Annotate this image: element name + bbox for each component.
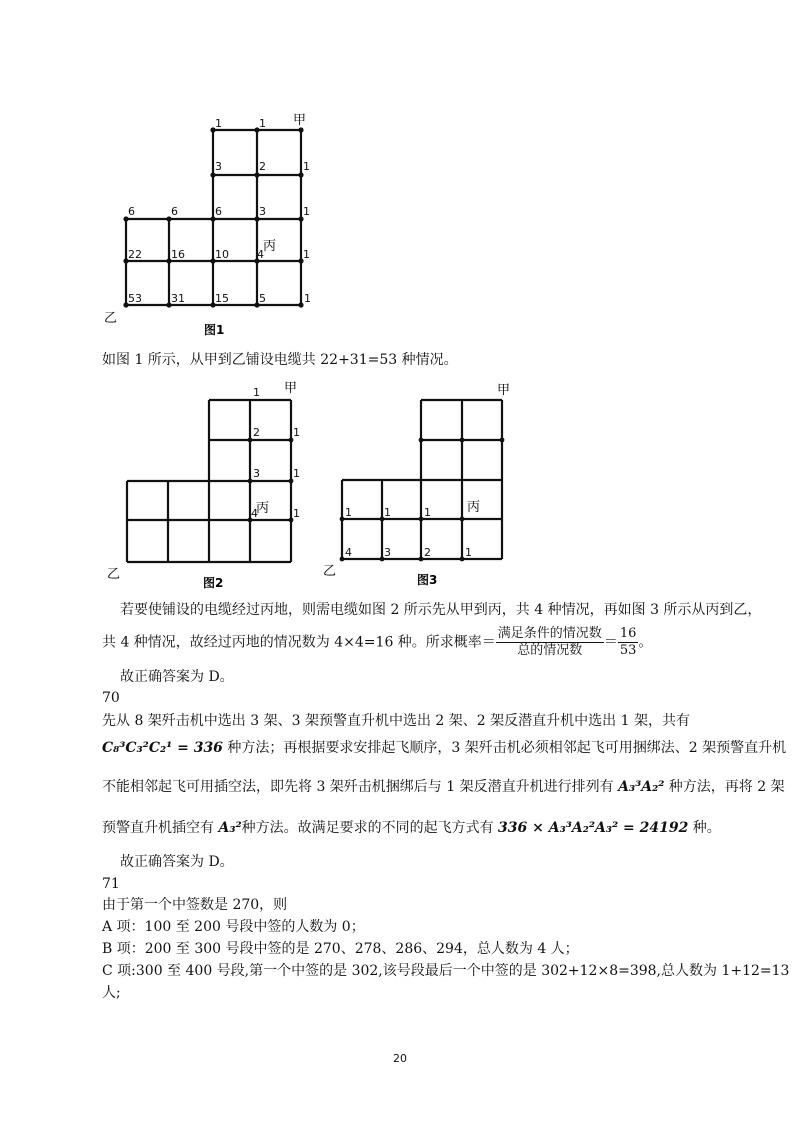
fig2-caption: 图2 [203,576,224,590]
fig3-caption: 图3 [417,573,438,587]
fig2-label: 1 [253,386,260,399]
fig3-label: 1 [465,546,472,559]
q70-line1: 先从 8 架歼击机中选出 3 架、3 架预警直升机中选出 2 架、2 架反潜直升机中选出 1 架，共有 [102,713,690,729]
fig1-label: 1 [304,292,311,305]
fig1-label: 1 [303,205,310,218]
fig1-mid-label: 丙 [263,239,277,254]
q70-text: 种方法，再将 2 架 [664,779,785,795]
equals-sign: ＝ [603,634,618,651]
q70-line4 [102,818,721,838]
question-number-70: 70 [102,690,120,706]
q70-text: 不能相邻起飞可用插空法，即先将 3 架歼击机捆绑后与 1 架反潜直升机进行排列有 [102,779,619,795]
q70-line2 [102,738,786,758]
answer-line-1: 故正确答案为 D。 [120,669,234,685]
q70-formula-total: 336 × A₃³A₂²A₃² = 24192 [498,820,689,836]
fig1-label: 6 [171,205,178,218]
fig3-start-label: 甲 [497,383,511,398]
frac-denominator: 总的情况数 [517,643,583,658]
fig1-end-label: 乙 [104,311,118,326]
fig2-label: 4 [251,507,258,520]
fraction-conditions [496,626,604,659]
q70-text: 预警直升机插空有 [102,820,219,836]
fig2-label: 1 [293,426,300,439]
fig1-label: 2 [259,160,266,173]
fig1-label: 53 [128,292,142,305]
fig1-label: 1 [215,117,222,130]
q70-formula-combinations: C₈³C₃²C₂¹ = 336 [102,740,223,756]
q71-line1: 由于第一个中签数是 270，则 [102,897,288,913]
paragraph-fig1: 如图 1 所示，从甲到乙铺设电缆共 22+31=53 种情况。 [102,352,458,368]
page-number: 20 [393,1052,407,1065]
fig2-label: 3 [253,467,260,480]
fig2-end-label: 乙 [107,567,121,582]
q71-option-b: B 项：200 至 300 号段中签的是 270、278、286、294，总人数为 4 人； [102,941,579,957]
q70-line3 [102,777,785,797]
answer-line-2: 故正确答案为 D。 [120,854,234,870]
fig1-label: 1 [259,117,266,130]
frac-denominator: 53 [619,643,637,658]
fig1-label: 6 [128,205,135,218]
fig3-mid-label: 丙 [467,500,481,515]
fig1-label: 31 [171,292,185,305]
fig1-label: 4 [257,248,264,261]
fig1-start-label: 甲 [293,113,307,128]
q70-text: 种方法。故满足要求的不同的起飞方式有 [241,820,499,836]
fig1-label: 3 [215,160,222,173]
q71-option-a: A 项：100 至 200 号段中签的人数为 0； [102,919,365,935]
q71-option-c-cont: 人; [102,985,121,1001]
q71-option-c: C 项:300 至 400 号段,第一个中签的是 302,该号段最后一个中签的是 302+12×8=398,总人数为 1+12=13 [102,963,790,979]
p2-text: 共 4 种情况，故经过丙地的情况数为 4×4=16 种。所求概率＝ [102,634,496,651]
fig2-label: 1 [293,467,300,480]
fig3-label: 4 [345,546,352,559]
fig1-label: 5 [259,292,266,305]
fig3-label: 1 [424,506,431,519]
fig1-label: 10 [215,248,229,261]
period: 。 [638,634,653,651]
paragraph-p2-line1: 若要使铺设的电缆经过丙地，则需电缆如图 2 所示先从甲到丙，共 4 种情况，再如图 3 所示从丙到乙， [120,602,762,618]
paragraph-p2-line2 [102,626,652,659]
fig1-label: 16 [171,248,185,261]
frac-numerator: 16 [619,626,637,641]
fig2-label: 2 [253,426,260,439]
fig1-label: 1 [303,248,310,261]
fig1-label: 3 [259,205,266,218]
fig1-label: 6 [215,205,222,218]
frac-numerator: 满足条件的情况数 [497,626,602,641]
fig3-end-label: 乙 [323,564,337,579]
question-number-71: 71 [102,876,120,892]
fig1-label: 22 [128,248,142,261]
fig1-label: 15 [215,292,229,305]
fig3-label: 1 [345,506,352,519]
fraction-probability [618,626,639,659]
fig2-label: 1 [293,507,300,520]
q70-text: 种。 [688,820,721,836]
fig1-caption: 图1 [204,323,225,337]
q70-formula-arrangement: A₃³A₂² [618,779,665,795]
fig3-label: 1 [384,506,391,519]
fig2-start-label: 甲 [284,381,298,396]
q70-formula-insert: A₃² [218,820,242,836]
fig3-label: 3 [384,546,391,559]
q70-text: 种方法；再根据要求安排起飞顺序，3 架歼击机必须相邻起飞可用捆绑法、2 架预警直升机 [222,740,787,756]
fig2-mid-label: 丙 [256,501,270,516]
fig3-label: 2 [424,546,431,559]
fig1-label: 1 [303,160,310,173]
